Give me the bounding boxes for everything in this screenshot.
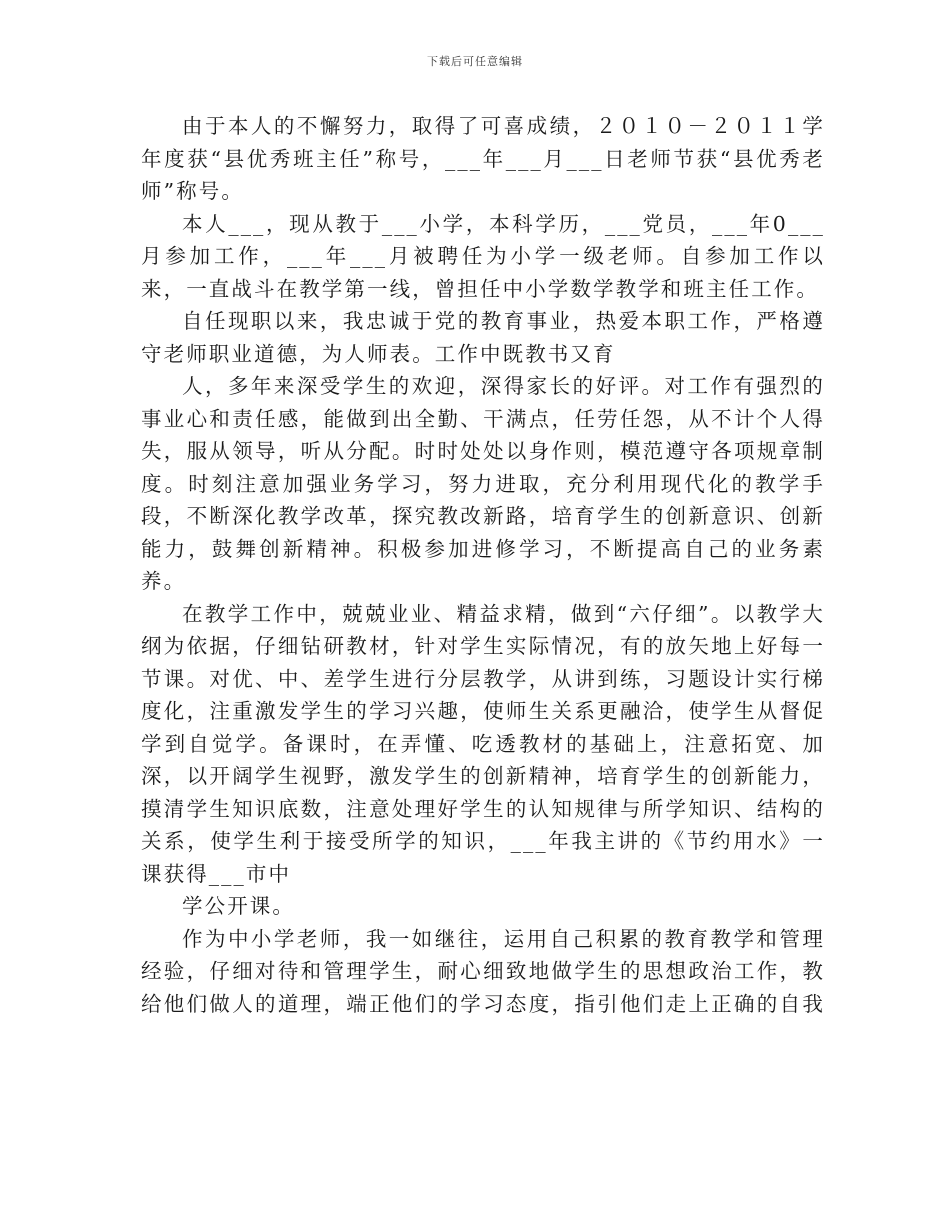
paragraph-work-attitude: 人，多年来深受学生的欢迎，深得家长的好评。对工作有强烈的事业心和责任感，能做到出全勤、干满点，任劳任怨，从不计个人得失，服从领导，听从分配。时时处处以身作则，模范遵守各项规章制度。时刻注意加强业务学习，努力进取，充分利用现代化的教学手段，不断深化教学改革，探究教改新路，培育学生的创新意识、创新能力，鼓舞创新精神。积极参加进修学习，不断提高自己的业务素养。 [141,374,825,593]
paragraph-background: 本人___，现从教于___小学，本科学历，___党员，___年0___月参加工作，___年___月被聘任为小学一级老师。自参加工作以来，一直战斗在教学第一线，曾担任中小学数学教学和班主任工作。 [141,211,825,301]
paragraph-open-class: 学公开课。 [182,894,295,918]
page-header: 下载后可任意编辑 [427,55,523,68]
paragraph-honors: 由于本人的不懈努力，取得了可喜成绩，２０１０－２０１１学年度获“县优秀班主任”称号，___年___月___日老师节获“县优秀老师”称号。 [141,114,825,203]
document-body [141,110,825,1020]
paragraph-class-management: 作为中小学老师，我一如继往，运用自己积累的教育教学和管理经验，仔细对待和管理学生，耐心细致地做学生的思想政治工作，教给他们做人的道理，端正他们的学习态度，指引他们走上正确的自我 [141,926,825,1016]
paragraph-dedication: 自任现职以来，我忠诚于党的教育事业，热爱本职工作，严格遵守老师职业道德，为人师表。工作中既教书又育 [141,309,825,366]
paragraph-teaching-work: 在教学工作中，兢兢业业、精益求精，做到“六仔细”。以教学大纲为依据，仔细钻研教材，针对学生实际情况，有的放矢地上好每一节课。对优、中、差学生进行分层教学，从讲到练，习题设计实行梯度化，注重激发学生的学习兴趣，使师生关系更融洽，使学生从督促学到自觉学。备课时，在弄懂、吃透教材的基础上，注意拓宽、加深，以开阔学生视野，激发学生的创新精神，培育学生的创新能力，摸清学生知识底数，注意处理好学生的认知规律与所学知识、结构的关系，使学生利于接受所学的知识，___年我主讲的《节约用水》一课获得___市中 [141,601,825,886]
